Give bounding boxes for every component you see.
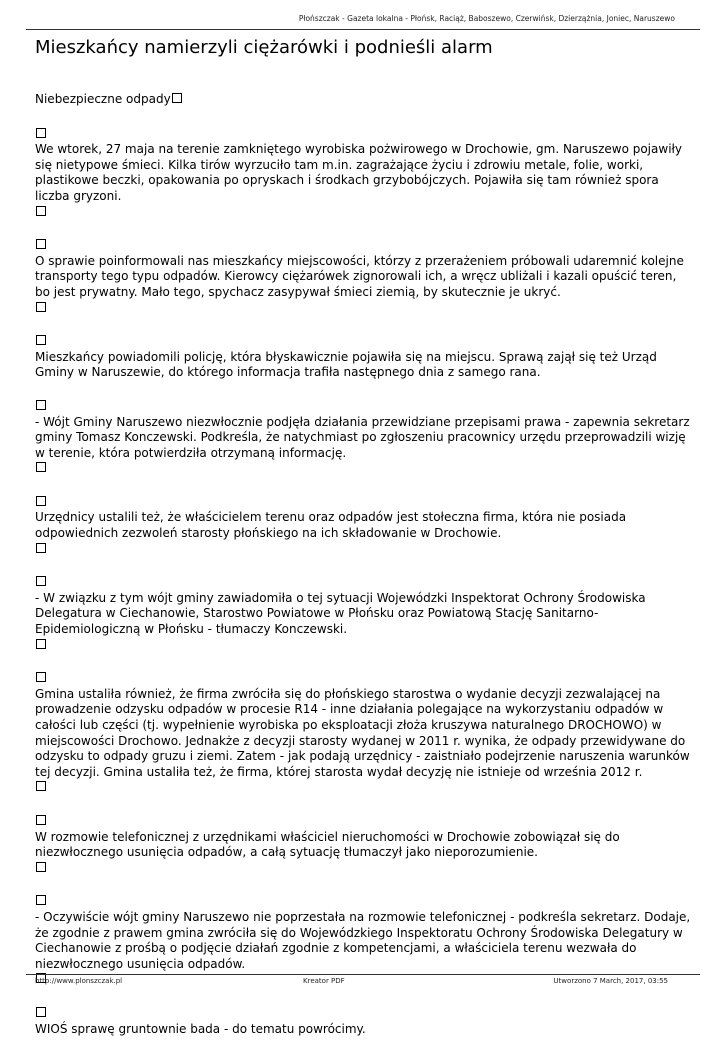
placeholder-box-line — [35, 542, 693, 558]
placeholder-box-line — [35, 301, 693, 317]
article-section — [35, 1006, 693, 1037]
article-sections — [35, 127, 693, 1038]
placeholder-box-line — [35, 894, 693, 910]
paragraph-text: W rozmowie telefonicznej z urzędnikami właściciel nieruchomości w Drochowie zobowiązał się do niezwłocznego usunięcia odpadów, a całą sytuację tłumaczył jako nieporozumienie. — [35, 829, 620, 860]
paragraph-text: - W związku z tym wójt gminy zawiadomiła o tej sytuacji Wojewódzki Inspektorat Ochrony Środowiska Delegatura w Ciechanowie, Starostwo Powiatowe w Płońsku oraz Powiatową Stację Sanitarno-Epidemiologiczną w Płońsku - tłumaczy Konczewski. — [35, 590, 646, 637]
placeholder-box-icon — [36, 400, 46, 410]
article-lead — [35, 92, 693, 108]
paragraph-text: Mieszkańcy powiadomili policję, która błyskawicznie pojawiła się na miejscu. Sprawą zajął się też Urząd Gminy w Naruszewie, do którego informacja trafiła następnego dnia z samego rana. — [35, 349, 657, 380]
lead-text: Niebezpieczne odpady — [35, 92, 171, 106]
placeholder-box-icon — [36, 302, 46, 312]
paragraph-text: WIOŚ sprawę gruntownie bada - do tematu powrócimy. — [35, 1021, 366, 1036]
placeholder-box-icon — [36, 462, 46, 472]
paragraph-text: We wtorek, 27 maja na terenie zamkniętego wyrobiska pożwirowego w Drochowie, gm. Naruszewo pojawiły się nietypowe śmieci. Kilka tirów wyrzuciło tam m.in. zagrażające życiu i zdrowiu metale, folie, worki, plastikowe beczki, opakowania po opryskach i środkach grzybobójczych. Pojawiła się tam również spora liczba gryzoni. — [35, 142, 683, 203]
paragraph-text: Gmina ustaliła również, że firma zwróciła się do płońskiego starostwa o wydanie decyzji zezwalającej na prowadzenie odzysku odpadów w procesie R14 - inne działania polegające na wykorzystaniu odpadów w całości lub części (tj. wypełnienie wyrobiska po eksploatacji złoża kruszywa naturalnego DROCHOWO) w miejscowości Drochowo. Jednakże z decyzji starosty wydanej w 2011 r. wynika, że odpady przewidywane do odzysku to odpady gruzu i ziemi. Zatem - jak podają urzędnicy - zaistniało podejrzenie naruszenia warunków tej decyzji. Gmina ustaliła też, że firma, której starosta wydał decyzję nie istnieje od września 2012 r. — [35, 686, 690, 779]
article-section — [35, 399, 693, 477]
placeholder-box-line — [35, 671, 693, 687]
placeholder-box-line — [35, 238, 693, 254]
placeholder-box-icon — [36, 815, 46, 825]
placeholder-box-icon — [36, 895, 46, 905]
placeholder-box-line — [35, 814, 693, 830]
placeholder-box-line — [35, 399, 693, 415]
paragraph-text: O sprawie poinformowali nas mieszkańcy miejscowości, którzy z przerażeniem próbowali udaremnić kolejne transporty tego typu odpadów. Kierowcy ciężarówek zignorowali ich, a wręcz ubliżali i kazali opuścić teren, bo jest prywatny. Mało tego, spychacz zasypywał śmieci ziemią, by skutecznie je ukryć. — [35, 253, 684, 299]
article-section — [35, 575, 693, 653]
article-body — [35, 92, 693, 1055]
placeholder-box-icon — [36, 639, 46, 649]
placeholder-box-icon — [36, 335, 46, 345]
footer-url: http://www.plonszczak.pl — [35, 977, 123, 985]
placeholder-box-line — [35, 334, 693, 350]
placeholder-box-icon — [36, 576, 46, 586]
placeholder-box-icon — [36, 128, 46, 138]
footer-created-date: Utworzono 7 March, 2017, 03:55 — [553, 977, 668, 985]
article-title: Mieszkańcy namierzyli ciężarówki i podnieśli alarm — [35, 37, 493, 58]
placeholder-box-icon — [36, 206, 46, 216]
paragraph-text: - Oczywiście wójt gminy Naruszewo nie poprzestała na rozmowie telefonicznej - podkreśla sekretarz. Dodaje, że zgodnie z prawem gmina zwróciła się do Wojewódzkiego Inspektoratu Ochrony Środowiska Delegatury w Ciechanowie z prośbą o podjęcie działań zgodnie z kompetencjami, a właściciela terenu wezwała do niezwłocznego usunięcia odpadów. — [35, 909, 691, 971]
footer-divider — [26, 974, 700, 975]
header-site-line: Płońszczak - Gazeta lokalna - Płońsk, Raciąż, Baboszewo, Czerwińsk, Dzierzążnia, Joniec, Naruszewo — [298, 14, 675, 23]
placeholder-box-icon — [36, 496, 46, 506]
header-divider — [26, 29, 700, 30]
placeholder-box-icon — [36, 543, 46, 553]
placeholder-box-line — [35, 205, 693, 221]
placeholder-box-icon — [36, 672, 46, 682]
paragraph-text: Urzędnicy ustalili też, że właścicielem terenu oraz odpadów jest stołeczna firma, która nie posiada odpowiednich zezwoleń starosty płońskiego na ich składowanie w Drochowie. — [35, 510, 627, 541]
article-section — [35, 334, 693, 381]
placeholder-box-line — [35, 575, 693, 591]
footer-creator: Kreator PDF — [303, 977, 345, 985]
placeholder-box-icon — [36, 781, 46, 791]
placeholder-box-icon — [172, 93, 182, 103]
placeholder-box-line — [35, 461, 693, 477]
placeholder-box-line — [35, 638, 693, 654]
placeholder-box-line — [35, 780, 693, 796]
placeholder-box-icon — [36, 862, 46, 872]
placeholder-box-line — [35, 495, 693, 511]
article-section — [35, 671, 693, 796]
placeholder-box-line — [35, 127, 693, 143]
article-section — [35, 238, 693, 316]
article-section — [35, 814, 693, 876]
placeholder-box-icon — [36, 239, 46, 249]
article-section — [35, 127, 693, 221]
placeholder-box-line — [35, 861, 693, 877]
paragraph-text: - Wójt Gminy Naruszewo niezwłocznie podjęła działania przewidziane przepisami prawa - zapewnia sekretarz gminy Tomasz Konczewski. Podkreśla, że natychmiast po zgłoszeniu pracownicy urzędu przeprowadzili wizję w terenie, która potwierdziła otrzymaną informację. — [35, 414, 690, 460]
placeholder-box-line — [35, 1006, 693, 1022]
article-section — [35, 495, 693, 557]
placeholder-box-icon — [36, 1007, 46, 1017]
